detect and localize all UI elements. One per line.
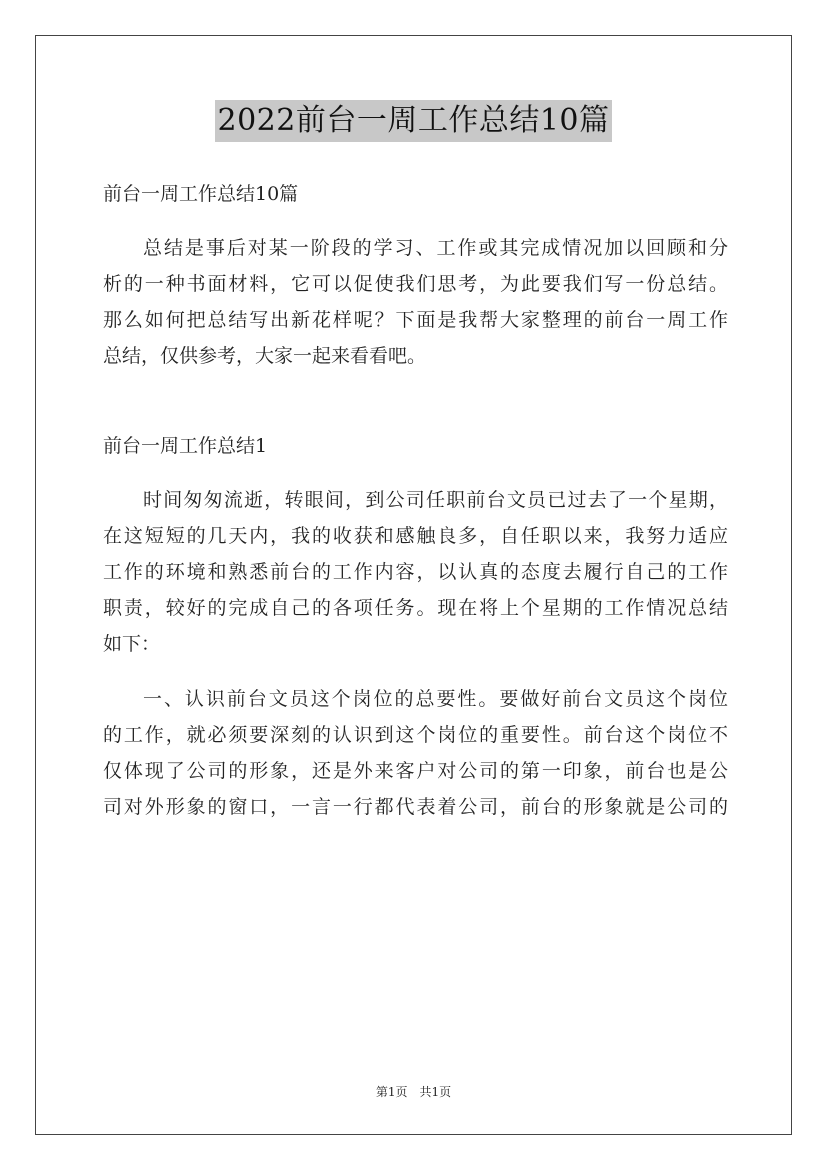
document-subtitle: 前台一周工作总结10篇 (103, 183, 299, 205)
page-footer (0, 1083, 827, 1100)
document-body (103, 176, 728, 844)
document-title: 2022前台一周工作总结10篇 (215, 100, 611, 142)
paragraph-line: 司对外形象的窗口，一言一行都代表着公司，前台的形象就是公司的 (103, 796, 728, 818)
paragraph-line: 总结，仅供参考，大家一起来看看吧。 (103, 345, 427, 367)
paragraph-line: 总结是事后对某一阶段的学习、工作或其完成情况加以回顾和分 (143, 237, 728, 259)
paragraph-line: 一、认识前台文员这个岗位的总要性。要做好前台文员这个岗位 (143, 688, 728, 710)
page-number: 第1页 共1页 (375, 1085, 452, 1099)
paragraph-line: 析的一种书面材料，它可以促使我们思考，为此要我们写一份总结。 (103, 273, 728, 295)
paragraph-line: 的工作，就必须要深刻的认识到这个岗位的重要性。前台这个岗位不 (103, 724, 728, 746)
paragraph-line: 那么如何把总结写出新花样呢？下面是我帮大家整理的前台一周工作 (103, 309, 728, 331)
paragraph-2 (103, 681, 728, 825)
paragraph-line: 职责，较好的完成自己的各项任务。现在将上个星期的工作情况总结 (103, 597, 728, 619)
paragraph-line: 工作的环境和熟悉前台的工作内容，以认真的态度去履行自己的工作 (103, 561, 728, 583)
paragraph-line: 在这短短的几天内，我的收获和感触良多，自任职以来，我努力适应 (103, 525, 728, 547)
title-container (0, 100, 827, 142)
paragraph-line: 时间匆匆流逝，转眼间，到公司任职前台文员已过去了一个星期， (143, 489, 728, 511)
paragraph-1 (103, 482, 728, 662)
paragraph-line: 仅体现了公司的形象，还是外来客户对公司的第一印象，前台也是公 (103, 760, 728, 782)
intro-paragraph (103, 230, 728, 374)
paragraph-line: 如下： (103, 633, 161, 655)
section-heading: 前台一周工作总结1 (103, 435, 268, 457)
